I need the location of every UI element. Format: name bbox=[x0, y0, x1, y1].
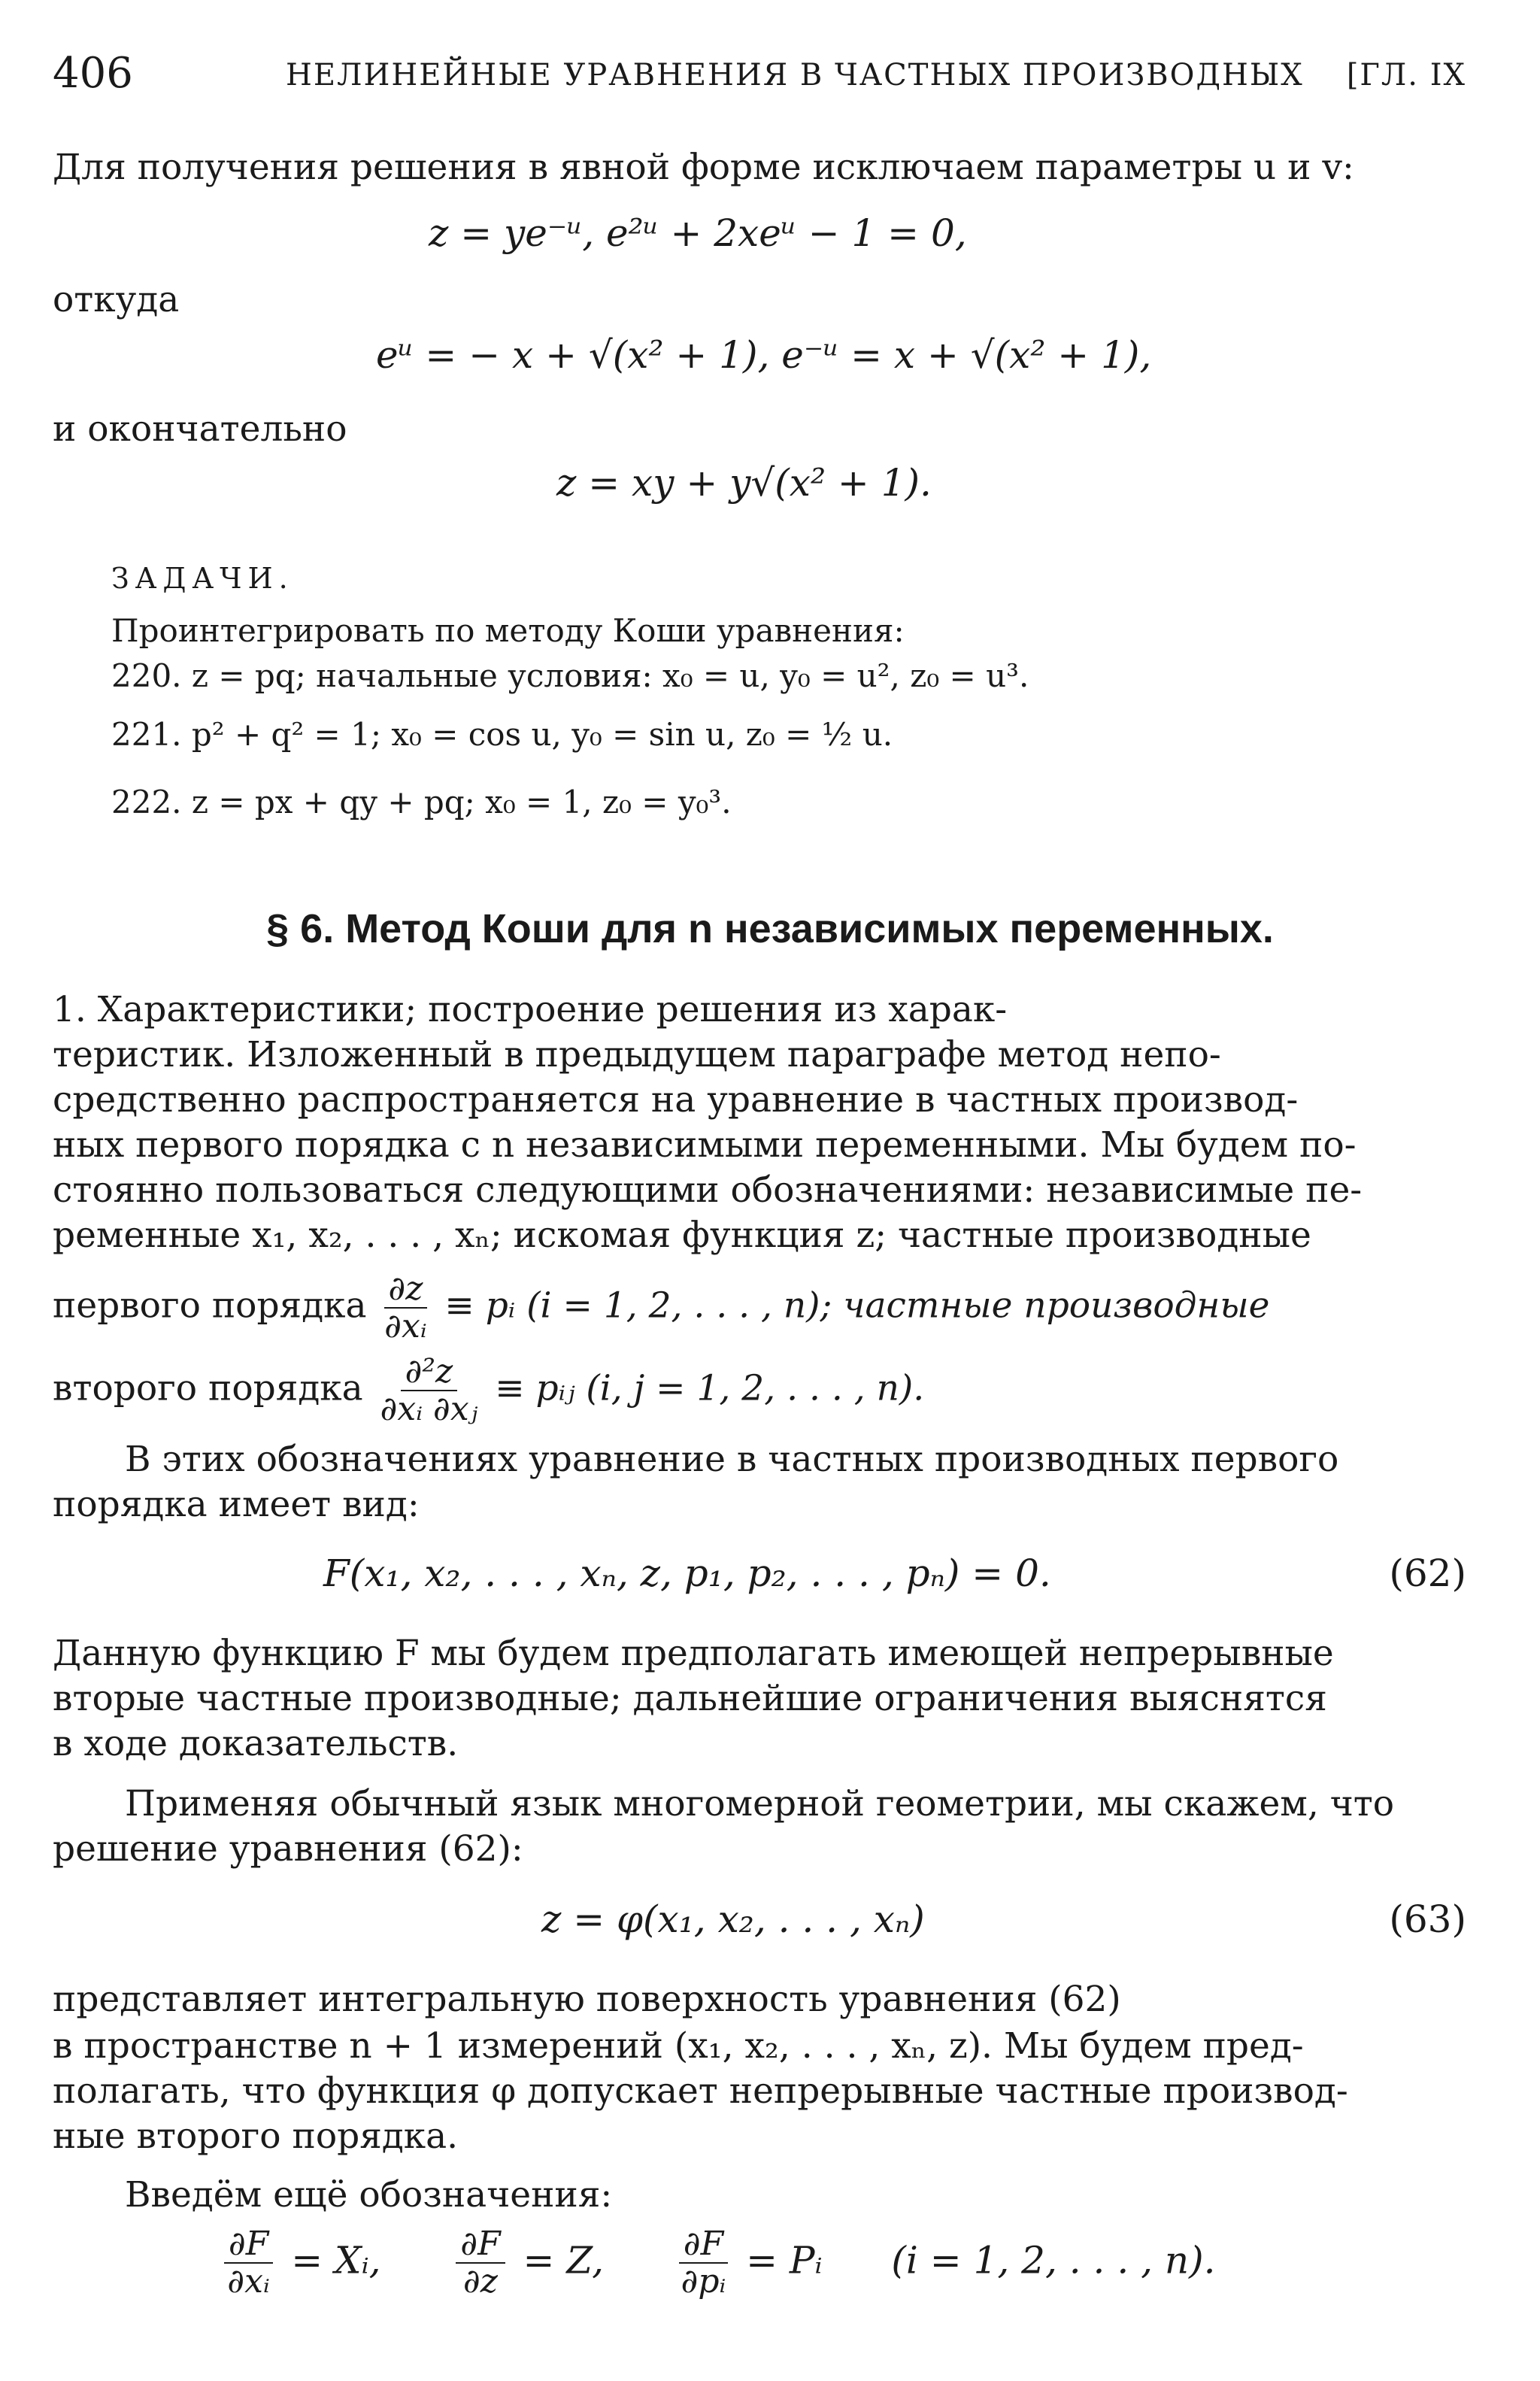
body-line-second-order bbox=[53, 1354, 924, 1428]
fraction-dF-dz bbox=[456, 2226, 505, 2301]
fraction-numerator: ∂²z bbox=[401, 1354, 458, 1391]
task-221: 221. p² + q² = 1; x₀ = cos u, y₀ = sin u, z₀ = ½ u. bbox=[111, 716, 893, 753]
fraction-numerator: ∂F bbox=[224, 2226, 273, 2264]
fraction-dF-dxi bbox=[224, 2226, 273, 2301]
fraction-numerator: ∂z bbox=[384, 1271, 428, 1309]
word-otkuda: откуда bbox=[53, 279, 180, 320]
equation-3: z = xy + y√(x² + 1). bbox=[556, 461, 932, 505]
body-line: Данную функцию F мы будем предполагать имеющей непрерывные bbox=[53, 1633, 1334, 1674]
tasks-intro: Проинтегрировать по методу Коши уравнения: bbox=[111, 612, 905, 649]
body-line: полагать, что функция φ допускает непрерывные частные производ- bbox=[53, 2070, 1348, 2112]
equation-62: F(x₁, x₂, . . . , xₙ, z, p₁, p₂, . . . , pₙ) = 0. bbox=[323, 1551, 1051, 1595]
body-line: в ходе доказательств. bbox=[53, 1723, 459, 1764]
body-line: решение уравнения (62): bbox=[53, 1828, 523, 1870]
body-line: стоянно пользоваться следующими обозначениями: независимые пе- bbox=[53, 1169, 1363, 1211]
body-line: 1. Характеристики; построение решения из харак- bbox=[53, 989, 1008, 1030]
fraction-d2z bbox=[380, 1354, 478, 1428]
body-text: второго порядка bbox=[53, 1367, 363, 1409]
intro-line: Для получения решения в явной форме исключаем параметры u и v: bbox=[53, 147, 1354, 188]
running-title: НЕЛИНЕЙНЫЕ УРАВНЕНИЯ В ЧАСТНЫХ ПРОИЗВОДНЫХ bbox=[286, 58, 1304, 93]
fraction-denominator: ∂pᵢ bbox=[681, 2262, 726, 2301]
body-line: ные второго порядка. bbox=[53, 2116, 459, 2157]
section-title: § 6. Метод Коши для n независимых переменных. bbox=[266, 906, 1274, 951]
running-header bbox=[53, 47, 1466, 99]
equation-1: z = ye⁻ᵘ, e²ᵘ + 2xeᵘ − 1 = 0, bbox=[429, 211, 967, 255]
task-222: 222. z = px + qy + pq; x₀ = 1, z₀ = y₀³. bbox=[111, 784, 732, 820]
word-final: и окончательно bbox=[53, 408, 347, 450]
index-range: (i = 1, 2, . . . , n). bbox=[891, 2238, 1216, 2282]
equation-63-number: (63) bbox=[1389, 1897, 1466, 1941]
fraction-denominator: ∂xᵢ bbox=[384, 1307, 427, 1346]
fraction-numerator: ∂F bbox=[456, 2226, 505, 2264]
fraction-denominator: ∂z bbox=[463, 2262, 498, 2301]
equation-rhs: = Z, bbox=[523, 2238, 605, 2282]
body-line: вторые частные производные; дальнейшие ограничения выяснятся bbox=[53, 1678, 1327, 1719]
equation-62-number: (62) bbox=[1389, 1551, 1466, 1595]
equation-2: eᵘ = − x + √(x² + 1), e⁻ᵘ = x + √(x² + 1), bbox=[376, 333, 1152, 377]
fraction-dz-dxi bbox=[384, 1271, 428, 1345]
equation-rhs: = Xᵢ, bbox=[291, 2238, 381, 2282]
body-line: ных первого порядка с n независимыми переменными. Мы будем по- bbox=[53, 1124, 1357, 1166]
body-line: в пространстве n + 1 измерений (x₁, x₂, . . . , xₙ, z). Мы будем пред- bbox=[53, 2025, 1304, 2067]
equation-rhs: = Pᵢ bbox=[746, 2238, 823, 2282]
body-text: ≡ pᵢⱼ (i, j = 1, 2, . . . , n). bbox=[495, 1367, 925, 1409]
body-line: представляет интегральную поверхность уравнения (62) bbox=[53, 1979, 1121, 2020]
body-line: Применяя обычный язык многомерной геометрии, мы скажем, что bbox=[125, 1783, 1395, 1824]
body-line: В этих обозначениях уравнение в частных производных первого bbox=[125, 1439, 1339, 1480]
body-line: теристик. Изложенный в предыдущем параграфе метод непо- bbox=[53, 1034, 1221, 1075]
chapter-label: [ГЛ. IX bbox=[1346, 58, 1466, 93]
final-equations bbox=[218, 2226, 1216, 2301]
equation-63: z = φ(x₁, x₂, . . . , xₙ) bbox=[541, 1897, 925, 1941]
page-number: 406 bbox=[53, 49, 133, 98]
body-line: ременные x₁, x₂, . . . , xₙ; искомая функция z; частные производные bbox=[53, 1215, 1311, 1256]
fraction-denominator: ∂xᵢ ∂xⱼ bbox=[380, 1390, 478, 1429]
body-line: средственно распространяется на уравнение в частных производ- bbox=[53, 1079, 1299, 1121]
body-text: ≡ pᵢ (i = 1, 2, . . . , n); частные производные bbox=[444, 1285, 1270, 1327]
body-line: порядка имеет вид: bbox=[53, 1484, 420, 1525]
tasks-label: ЗАДАЧИ. bbox=[111, 562, 294, 595]
fraction-numerator: ∂F bbox=[679, 2226, 728, 2264]
task-220: 220. z = pq; начальные условия: x₀ = u, y₀ = u², z₀ = u³. bbox=[111, 657, 1029, 694]
fraction-dF-dpi bbox=[679, 2226, 728, 2301]
fraction-denominator: ∂xᵢ bbox=[227, 2262, 270, 2301]
body-line: Введём ещё обозначения: bbox=[125, 2174, 613, 2216]
body-text: первого порядка bbox=[53, 1285, 367, 1327]
body-line-first-order bbox=[53, 1271, 1269, 1345]
